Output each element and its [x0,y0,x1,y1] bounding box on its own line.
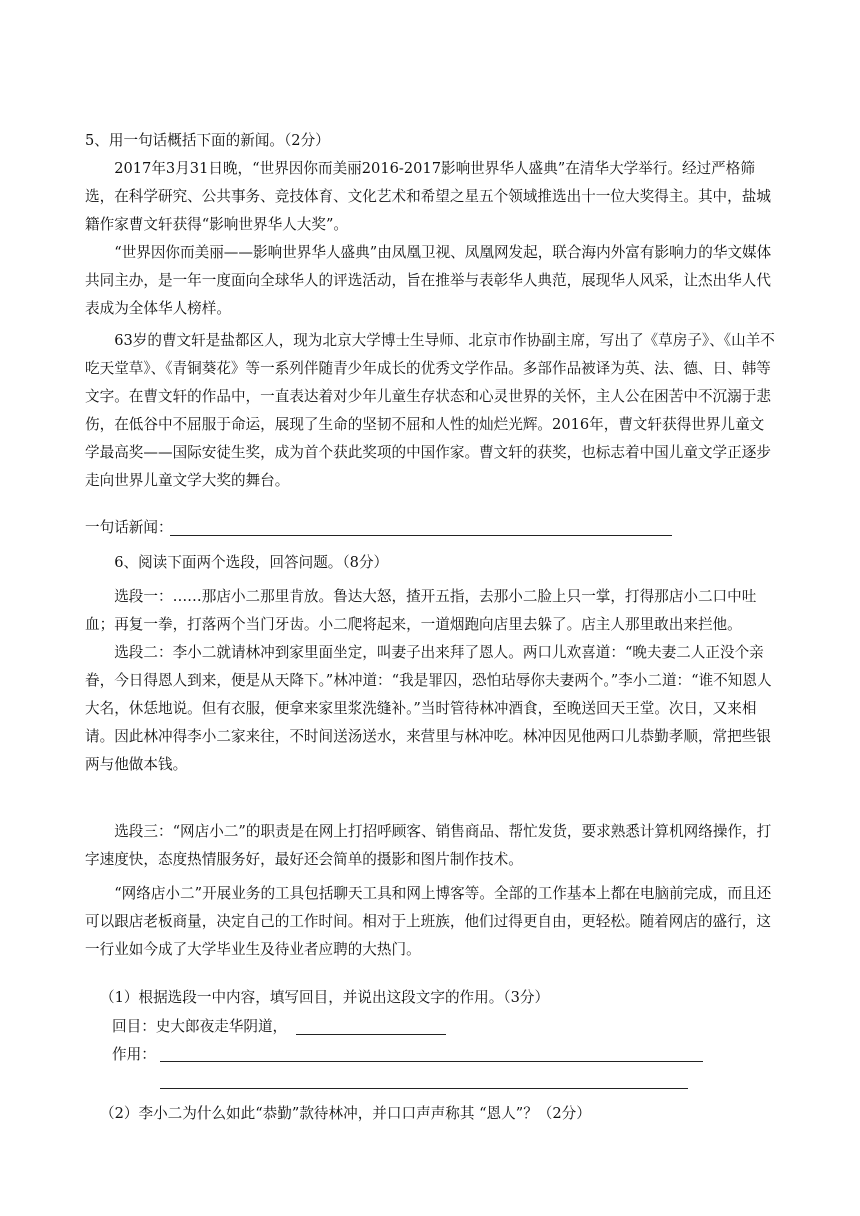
news-paragraph-1: 2017年3月31日晚，“世界因你而美丽2016-2017影响世界华人盛典”在清华大学举行。经过严格筛选，在科学研究、公共事务、竞技体育、文化艺术和希望之星五个领域推选出十一位大奖得主。其中，盐城籍作家曹文轩获得“影响世界华人大奖”。 [85,160,771,233]
passage-4: “网络店小二”开展业务的工具包括聊天工具和网上博客等。全部的工作基本上都在电脑前完成，而且还可以跟店老板商量，决定自己的工作时间。相对于上班族，他们过得更自由，更轻松。随着网店的盛行，这一行业如今成了大学毕业生及待业者应聘的大热门。 [85,885,772,958]
passage-2: 选段二：李小二就请林冲到家里面坐定，叫妻子出来拜了恩人。两口儿欢喜道：“晚夫妻二人正没个亲眷，今日得恩人到来，便是从天降下。”林冲道：“我是罪囚，恐怕玷辱你夫妻两个。”李小二道：“谁不知恩人大名，休恁地说。但有衣服，便拿来家里浆洗缝补。”当时管待林冲酒食，至晚送回天王堂。次日，又来相请。因此林冲得李小二家来往，不时间送汤送水，来营里与林冲吃。林冲因见他两口儿恭勤孝顺，常把些银两与他做本钱。 [85,644,772,773]
one-sentence-answer-row [85,518,173,538]
passage-3: 选段三：“网店小二”的职责是在网上打招呼顾客、销售商品、帮忙发货，要求熟悉计算机网络操作，打字速度快，态度热情服务好，最好还会简单的摄影和图片制作技术。 [85,823,772,868]
zuoyong-label: 作用： [112,1046,156,1063]
one-sentence-label: 一句话新闻： [85,519,173,536]
news-paragraph-2: “世界因你而美丽——影响世界华人盛典”由凤凰卫视、凤凰网发起，联合海内外富有影响力的华文媒体共同主办，是一年一度面向全球华人的评选活动，旨在推举与表彰华人典范，展现华人风采，让杰出华人代表成为全体华人榜样。 [85,244,772,317]
huimu-label: 回目：史大郎夜走华阴道， [112,1018,288,1035]
zuoyong-answer-line-1[interactable] [160,1061,703,1062]
one-sentence-answer-line[interactable] [170,535,672,536]
sub-question-1: （1）根据选段一中内容，填写回目，并说出这段文字的作用。（3分） [100,989,550,1006]
sub-question-2: （2）李小二为什么如此“恭勤”款待林冲，并口口声声称其 “恩人”？（2分） [100,1105,591,1122]
zuoyong-answer-line-2[interactable] [160,1088,688,1089]
news-paragraph-3: 63岁的曹文轩是盐都区人，现为北京大学博士生导师、北京市作协副主席，写出了《草房子》、《山羊不吃天堂草》、《青铜葵花》等一系列伴随青少年成长的优秀文学作品。多部作品被译为英、法、德、日、韩等文字。在曹文轩的作品中，一直表达着对少年儿童生存状态和心灵世界的关怀，主人公在困苦中不沉溺于悲伤，在低谷中不屈服于命运，展现了生命的坚韧不屈和人性的灿烂光辉。2016年，曹文轩获得世界儿童文学最高奖——国际安徒生奖，成为首个获此奖项的中国作家。曹文轩的获奖，也标志着中国儿童文学正逐步走向世界儿童文学大奖的舞台。 [85,332,775,489]
huimu-answer-line[interactable] [296,1034,446,1035]
question-5-title: 5、用一句话概括下面的新闻。（2分） [85,132,330,149]
passage-1: 选段一：……那店小二那里肯放。鲁达大怒，揸开五指，去那小二脸上只一掌，打得那店小二口中吐血；再复一拳，打落两个当门牙齿。小二爬将起来，一道烟跑向店里去躲了。店主人那里敢出来拦他。 [85,588,757,633]
question-6-title: 6、阅读下面两个选段，回答问题。（8分） [114,554,389,571]
